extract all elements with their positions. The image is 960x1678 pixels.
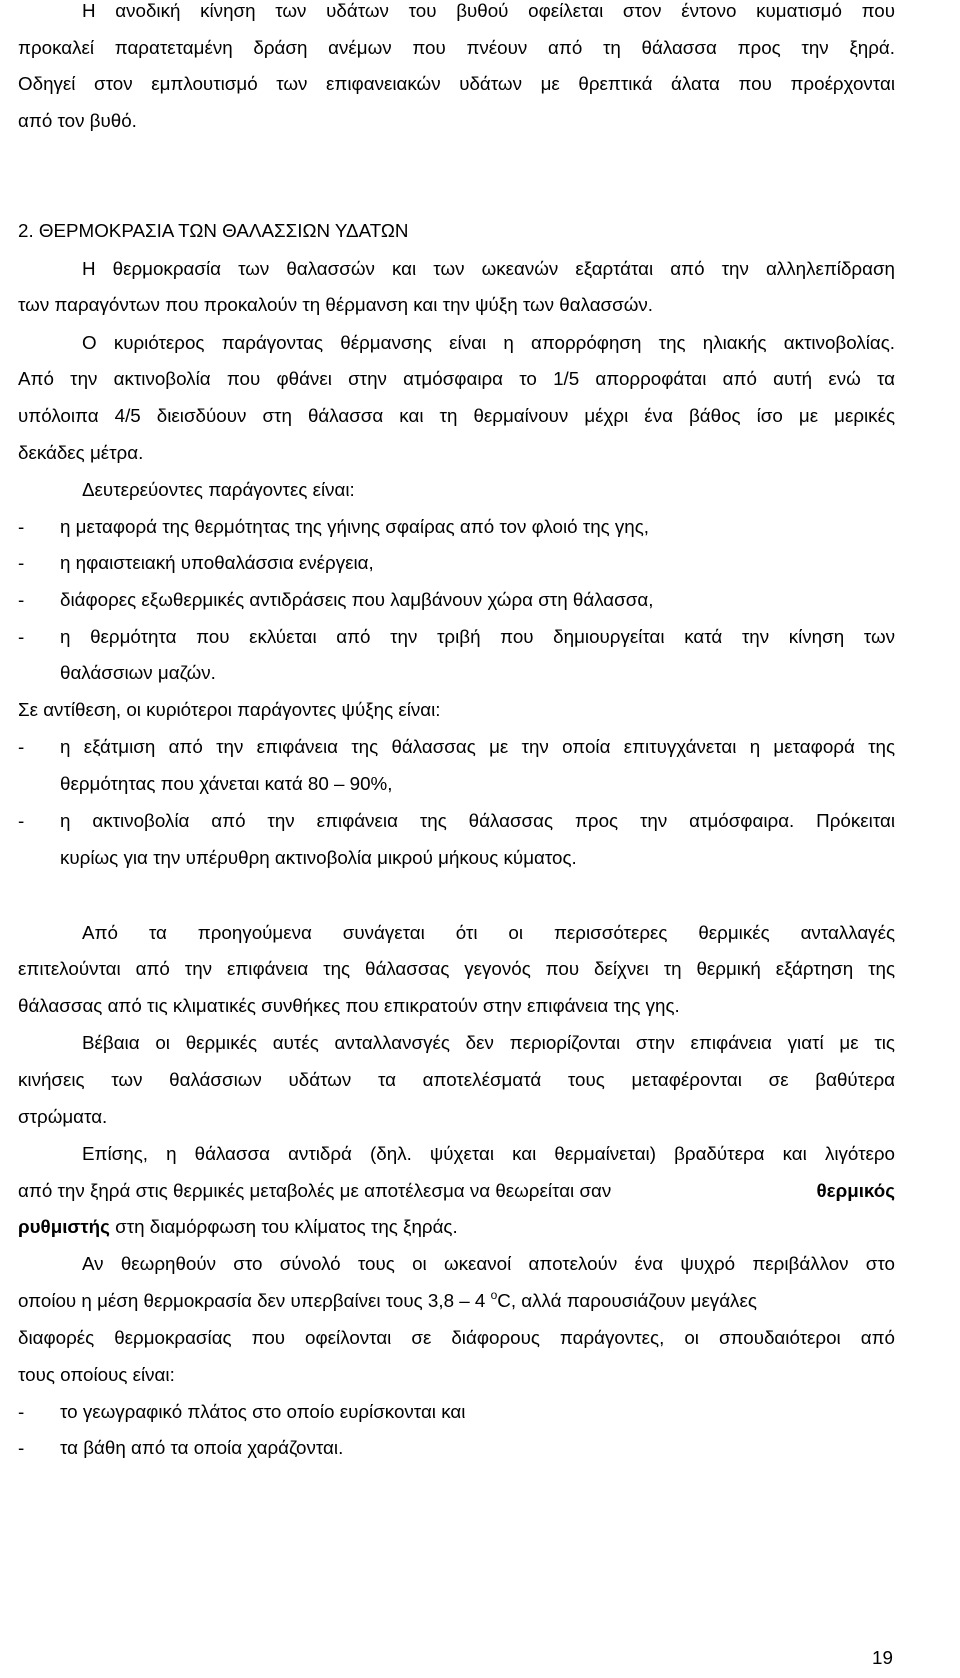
list-dash: -	[18, 810, 25, 831]
degree-superscript: ο	[490, 1288, 498, 1302]
page-number: 19	[872, 1647, 893, 1668]
intro-line-3: Οδηγεί στον εμπλουτισμό των επιφανειακών υδάτων με θρεπτικά άλατα που προέρχονται	[18, 73, 895, 94]
conclusion-p4-line-2-post: C, αλλά παρουσιάζουν μεγάλες	[497, 1290, 757, 1311]
list-dash: -	[18, 736, 25, 757]
conclusion-p4-line-4: τους οποίους είναι:	[18, 1364, 175, 1385]
cooling-factors-intro: Σε αντίθεση, οι κυριότεροι παράγοντες ψύξης είναι:	[18, 699, 441, 720]
list-dash: -	[18, 1401, 25, 1422]
secondary-item-2: η ηφαιστειακή υποθαλάσσια ενέργεια,	[60, 552, 374, 573]
conclusion-p3-line-3	[18, 1216, 458, 1238]
list-dash: -	[18, 516, 25, 537]
conclusion-p2-line-3: στρώματα.	[18, 1106, 108, 1127]
secondary-factors-intro: Δευτερεύοντες παράγοντες είναι:	[82, 479, 355, 500]
conclusion-p2-line-2: κινήσεις των θαλάσσιων υδάτων τα αποτελέσματά τους μεταφέρονται σε βαθύτερα	[18, 1069, 895, 1090]
cooling-item-2-line-2: κυρίως για την υπέρυθρη ακτινοβολία μικρού μήκους κύματος.	[60, 847, 577, 868]
secondary-item-4-cont: θαλάσσιων μαζών.	[60, 662, 216, 683]
conclusion-p3-line-2	[18, 1180, 895, 1202]
intro-line-2: προκαλεί παρατεταμένη δράση ανέμων που πνέουν από τη θάλασσα προς την ξηρά.	[18, 37, 895, 58]
conclusion-p4-line-1: Αν θεωρηθούν στο σύνολό τους οι ωκεανοί αποτελούν ένα ψυχρό περιβάλλον στο	[82, 1253, 895, 1274]
intro-line-1: Η ανοδική κίνηση των υδάτων του βυθού οφείλεται στον έντονο κυματισμό που	[82, 0, 895, 21]
section-p2-line-3: υπόλοιπα 4/5 διεισδύουν στη θάλασσα και τη θερμαίνουν μέχρι ένα βάθος ίσο με μερικές	[18, 405, 895, 426]
conclusion-p4-line-2-text: οποίου η μέση θερμοκρασία δεν υπερβαίνει τους 3,8 – 4	[18, 1290, 491, 1311]
conclusion-p3-bold-1: θερμικός	[816, 1180, 895, 1201]
conclusion-p1-line-3: θάλασσας από τις κλιματικές συνθήκες που επικρατούν στην επιφάνεια της γης.	[18, 995, 680, 1016]
intro-line-4: από τον βυθό.	[18, 110, 137, 131]
list-dash: -	[18, 1437, 25, 1458]
conclusion-p1-line-1: Από τα προηγούμενα συνάγεται ότι οι περισσότερες θερμικές ανταλλαγές	[82, 922, 895, 943]
section-p2-line-4: δεκάδες μέτρα.	[18, 442, 144, 463]
conclusion-p2-line-1: Βέβαια οι θερμικές αυτές ανταλλανσγές δεν περιορίζονται στην επιφάνεια γιατί με τις	[82, 1032, 895, 1053]
conclusion-list-item-1: το γεωγραφικό πλάτος στο οποίο ευρίσκονται και	[60, 1401, 466, 1422]
secondary-item-3: διάφορες εξωθερμικές αντιδράσεις που λαμβάνουν χώρα στη θάλασσα,	[60, 589, 654, 610]
cooling-item-1-line-1: η εξάτμιση από την επιφάνεια της θάλασσας με την οποία επιτυγχάνεται η μεταφορά της	[60, 736, 895, 757]
list-dash: -	[18, 626, 25, 647]
section-p1-line-2: των παραγόντων που προκαλούν τη θέρμανση και την ψύξη των θαλασσών.	[18, 294, 654, 315]
conclusion-p1-line-2: επιτελούνται από την επιφάνεια της θάλασσας γεγονός που δείχνει τη θερμική εξάρτηση της	[18, 958, 895, 979]
conclusion-p4-line-2	[18, 1290, 757, 1312]
conclusion-p3-line-1: Επίσης, η θάλασσα αντιδρά (δηλ. ψύχεται και θερμαίνεται) βραδύτερα και λιγότερο	[82, 1143, 895, 1164]
cooling-item-2-line-1: η ακτινοβολία από την επιφάνεια της θάλασσας προς την ατμόσφαιρα. Πρόκειται	[60, 810, 895, 831]
conclusion-p3-bold-2: ρυθμιστής	[18, 1216, 110, 1237]
secondary-item-4: η θερμότητα που εκλύεται από την τριβή που δημιουργείται κατά την κίνηση των	[60, 626, 895, 647]
list-dash: -	[18, 589, 25, 610]
conclusion-p4-line-3: διαφορές θερμοκρασίας που οφείλονται σε διάφορους παράγοντες, οι σπουδαιότεροι από	[18, 1327, 895, 1348]
section-p2-line-2: Από την ακτινοβολία που φθάνει στην ατμόσφαιρα το 1/5 απορροφάται από αυτή ενώ τα	[18, 368, 895, 389]
secondary-item-1: η μεταφορά της θερμότητας της γήινης σφαίρας από τον φλοιό της γης,	[60, 516, 650, 537]
list-dash: -	[18, 552, 25, 573]
conclusion-list-item-2: τα βάθη από τα οποία χαράζονται.	[60, 1437, 344, 1458]
cooling-item-1-line-2: θερμότητας που χάνεται κατά 80 – 90%,	[60, 773, 393, 794]
conclusion-p3-line-3-text: στη διαμόρφωση του κλίματος της ξηράς.	[109, 1216, 458, 1237]
conclusion-p3-line-2-text: από την ξηρά στις θερμικές μεταβολές με αποτέλεσμα να θεωρείται σαν	[18, 1180, 612, 1201]
section-p1-line-1: Η θερμοκρασία των θαλασσών και των ωκεανών εξαρτάται από την αλληλεπίδραση	[82, 258, 895, 279]
section-p2-line-1: Ο κυριότερος παράγοντας θέρμανσης είναι η απορρόφηση της ηλιακής ακτινοβολίας.	[82, 332, 895, 353]
section-heading: 2. ΘΕΡΜΟΚΡΑΣΙΑ ΤΩΝ ΘΑΛΑΣΣΙΩΝ ΥΔΑΤΩΝ	[18, 220, 409, 241]
